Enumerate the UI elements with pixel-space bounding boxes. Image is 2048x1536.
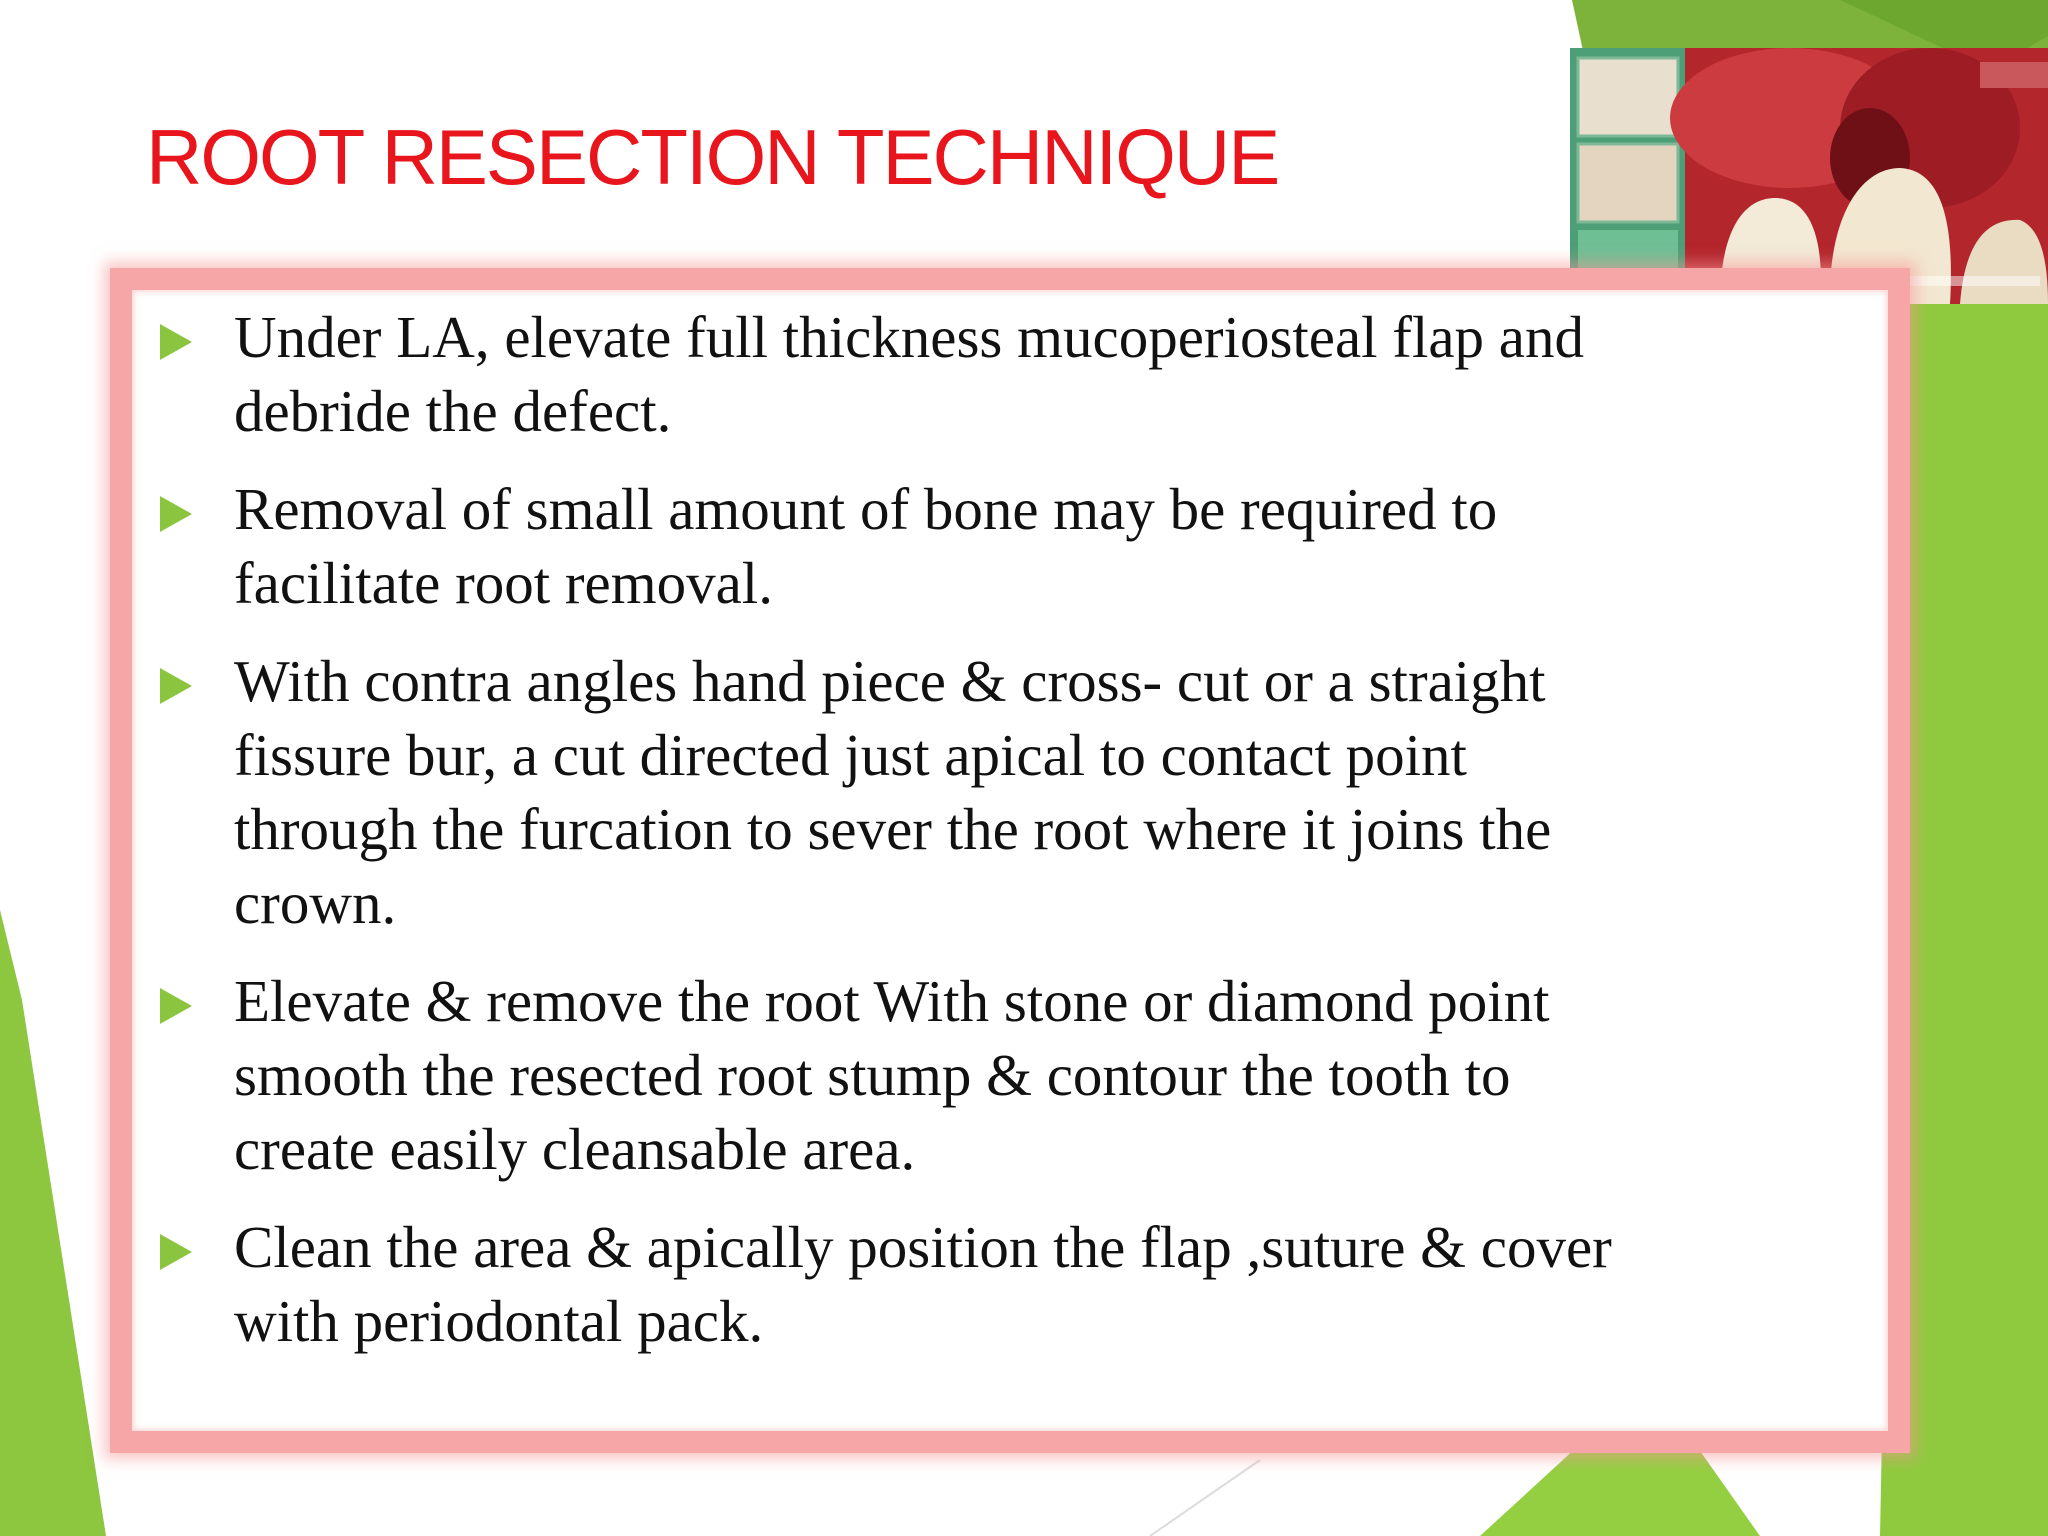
dental-surgery-photo-icon: [1570, 48, 2048, 304]
bullet-text: Removal of small amount of bone may be required to facilitate root removal.: [234, 476, 1498, 616]
bottom-thin-line: [1150, 1460, 1260, 1536]
bullet-text: Clean the area & apically position the flap ,suture & cover with periodontal pack.: [234, 1214, 1612, 1354]
bullet-item: [150, 644, 1850, 940]
triangle-bullet-icon: [160, 988, 192, 1024]
left-green-sliver: [0, 910, 106, 1536]
bullet-item: [150, 300, 1850, 448]
triangle-bullet-icon: [160, 496, 192, 532]
triangle-bullet-icon: [160, 324, 192, 360]
bullet-list: [150, 300, 1850, 1382]
slide-title: ROOT RESECTION TECHNIQUE: [146, 113, 1279, 201]
bullet-text: With contra angles hand piece & cross- cut or a straight fissure bur, a cut directed just apical to contact point through the furcation to sever the root where it joins the crown.: [234, 648, 1552, 936]
triangle-bullet-icon: [160, 1234, 192, 1270]
triangle-bullet-icon: [160, 668, 192, 704]
bullet-text: Under LA, elevate full thickness mucoperiosteal flap and debride the defect.: [234, 304, 1584, 444]
bullet-item: [150, 964, 1850, 1186]
bullet-item: [150, 1210, 1850, 1358]
bullet-item: [150, 472, 1850, 620]
bullet-text: Elevate & remove the root With stone or diamond point smooth the resected root stump & contour the tooth to create easily cleansable area.: [234, 968, 1550, 1182]
